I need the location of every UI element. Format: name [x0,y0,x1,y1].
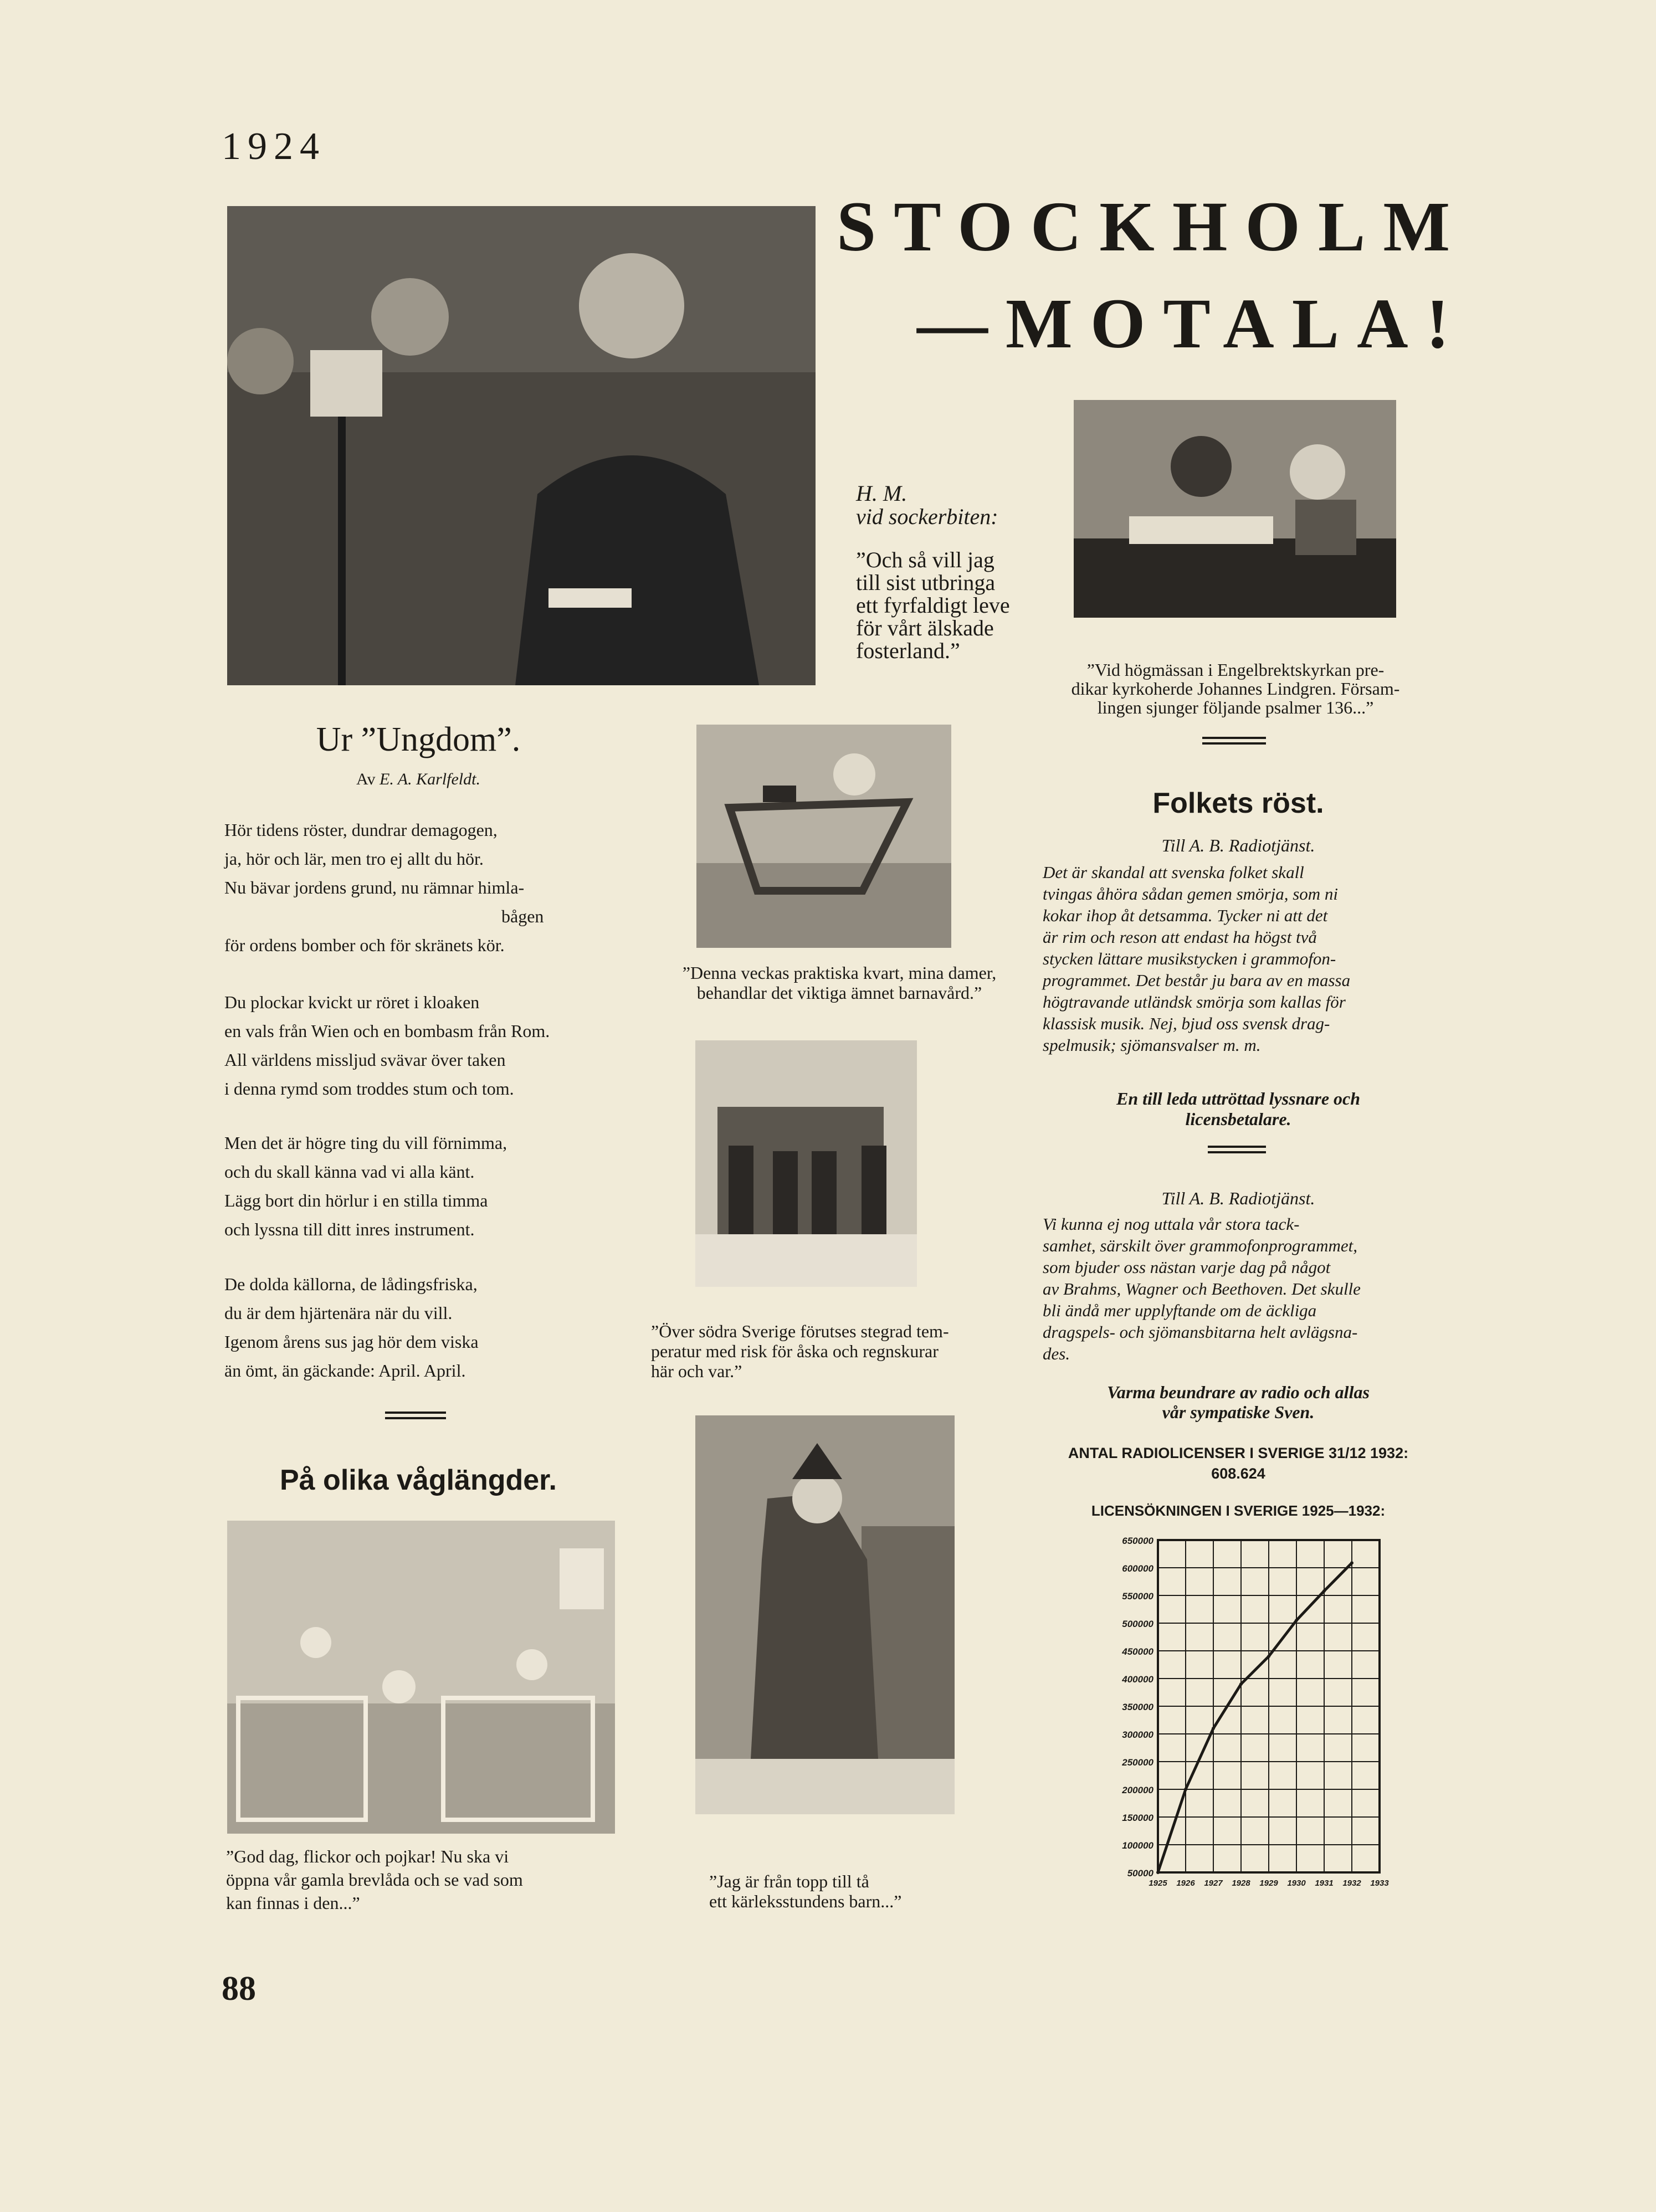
poem-line: i denna rymd som troddes stum och tom. [224,1079,514,1099]
poem-byline-prefix: Av [356,770,376,788]
poem-line: du är dem hjärtenära när du vill. [224,1303,453,1323]
x-tick-label: 1932 [1342,1879,1361,1888]
gramophone-photo-illustration [1074,400,1396,618]
letter2-line: bli ändå mer upplyftande om de äckliga [1043,1301,1317,1320]
baby-caption-line: behandlar det viktiga ämnet barnavård.” [696,983,982,1003]
y-tick-label: 150000 [1122,1813,1153,1823]
page-number: 88 [222,1970,256,2008]
sami-photo-illustration [695,1415,955,1814]
king-quote-line: för vårt älskade [856,615,994,640]
poem-line: Lägg bort din hörlur i en stilla timma [224,1190,488,1210]
sami-caption-line: ett kärleksstundens barn...” [709,1891,902,1911]
poem-title: Ur ”Ungdom”. [316,721,521,758]
baby-photo [696,725,951,948]
baby-caption [651,963,1028,1003]
poem-line: Nu bävar jordens grund, nu rämnar himla- [224,877,525,897]
y-tick-label: 250000 [1122,1757,1153,1768]
letter1-line: högtravande utländsk smörja som kallas för [1043,992,1346,1012]
wavelengths-title: På olika våglängder. [280,1464,557,1496]
letter2-sign-line: Varma beundrare av radio och allas [1107,1382,1370,1402]
year-header: 1924 [222,125,326,168]
poem-line: och du skall känna vad vi alla känt. [224,1162,475,1182]
poem-stanza-3 [224,1128,507,1244]
poem-line: De dolda källorna, de lådingsfriska, [224,1274,478,1294]
letter2-line: samhet, särskilt över grammofonprogrammet, [1043,1236,1358,1255]
y-tick-label: 650000 [1122,1536,1153,1546]
letter1-line: programmet. Det består ju bara av en massa [1043,971,1351,990]
headline-line-2: —MOTALA! [917,284,1468,363]
x-tick-label: 1926 [1176,1879,1195,1888]
letter1-line: klassisk musik. Nej, bjud oss svensk drag- [1043,1014,1330,1033]
x-tick-label: 1927 [1204,1879,1223,1888]
letter1-line: Det är skandal att svenska folket skall [1043,863,1304,882]
poem-line: och lyssna till ditt inres instrument. [224,1219,475,1239]
letter2-line: Vi kunna ej nog uttala vår stora tack- [1043,1214,1300,1234]
poem-line: Hör tidens röster, dundrar demagogen, [224,820,498,840]
king-speech-photo [227,206,816,685]
poem-byline [227,770,609,789]
letter1-sign-line: En till leda uttröttad lyssnare och [1116,1089,1361,1108]
letter2-line: av Brahms, Wagner och Beethoven. Det skulle [1043,1279,1361,1299]
children-photo-illustration [227,1521,615,1834]
y-tick-label: 400000 [1122,1674,1153,1685]
poem-stanza-4 [224,1270,479,1385]
letter2-body [1043,1213,1361,1364]
church-caption [1039,660,1432,717]
y-tick-label: 100000 [1122,1840,1153,1851]
y-tick-label: 600000 [1122,1563,1153,1574]
church-caption-line: dikar kyrkoherde Johannes Lindgren. Försam- [1071,679,1400,699]
poem-line: All världens missljud svävar över taken [224,1050,506,1070]
baby-photo-illustration [696,725,951,948]
poem-line: ja, hör och lär, men tro ej allt du hör. [224,849,484,869]
letter2-line: des. [1043,1344,1070,1363]
divider-rule [1208,1146,1266,1148]
y-tick-label: 300000 [1122,1729,1153,1740]
y-tick-label: 500000 [1122,1619,1153,1629]
licenses-heading-line: 608.624 [1211,1465,1265,1482]
king-quote-line: ”Och så vill jag [856,547,994,572]
divider-rule [1202,737,1266,739]
king-quote-line: ett fyrfaldigt leve [856,593,1010,618]
divider-rule [385,1412,446,1414]
y-tick-label: 550000 [1122,1591,1153,1602]
king-photo-illustration [227,206,816,685]
license-growth-chart [1069,1529,1424,1895]
letter2-line: dragspels- och sjömansbitarna helt avlägsna- [1043,1322,1358,1342]
series-line [1158,1563,1352,1872]
data-point [1295,1619,1298,1622]
king-quote-line: till sist utbringa [856,570,996,595]
baby-caption-line: ”Denna veckas praktiska kvart, mina damer, [682,963,997,983]
poem-line: bågen [501,906,544,926]
divider-rule [1208,1151,1266,1153]
group-caption [651,1321,1028,1381]
king-quote [856,548,1010,662]
data-point [1156,1871,1160,1874]
letter1-line: spelmusik; sjömansvalser m. m. [1043,1035,1261,1055]
folkets-title: Folkets röst. [1152,787,1324,819]
king-caption-sub: vid sockerbiten: [856,504,998,529]
poem-line: en vals från Wien och en bombasm från Rom. [224,1021,550,1041]
letter1-line: är rim och reson att endast ha högst två [1043,927,1317,947]
church-caption-line: lingen sjunger följande psalmer 136...” [1097,697,1374,717]
poem-line: Igenom årens sus jag hör dem viska [224,1332,479,1352]
sami-caption [709,1871,901,1911]
licenses-heading-line: ANTAL RADIOLICENSER I SVERIGE 31/12 1932: [1068,1445,1409,1461]
y-tick-label: 200000 [1122,1785,1153,1795]
chart-title: LICENSÖKNINGEN I SVERIGE 1925—1932: [1091,1502,1386,1519]
poem-line: Du plockar kvickt ur röret i kloaken [224,992,480,1012]
y-tick-label: 350000 [1122,1702,1153,1712]
letter1-line: tvingas åhöra sådan gemen smörja, som ni [1043,884,1339,904]
x-tick-label: 1933 [1370,1879,1389,1888]
data-point [1212,1727,1215,1730]
children-ward-photo [227,1521,615,1834]
poem-line: Men det är högre ting du vill förnimma, [224,1133,507,1153]
letter1-signature [1042,1089,1435,1130]
data-point [1184,1788,1187,1791]
group-photo-illustration [695,1040,917,1287]
poem-line: för ordens bomber och för skränets kör. [224,935,505,955]
letter2-signature [1042,1382,1435,1422]
poem-line: än ömt, än gäckande: April. April. [224,1361,466,1380]
wavelengths-caption-line: ”God dag, flickor och pojkar! Nu ska vi [226,1846,509,1866]
church-caption-line: ”Vid högmässan i Engelbrektskyrkan pre- [1086,660,1385,680]
king-quote-line: fosterland.” [856,638,960,663]
letter2-to: Till A. B. Radiotjänst. [1161,1188,1315,1208]
x-tick-label: 1929 [1259,1879,1278,1888]
y-tick-label: 50000 [1127,1868,1153,1879]
x-tick-label: 1925 [1149,1879,1167,1888]
poem-stanza-1 [224,815,544,959]
wavelengths-caption-line: kan finnas i den...” [226,1893,360,1913]
letter2-line: som bjuder oss nästan varje dag på något [1043,1258,1331,1277]
letter1-body [1043,861,1350,1056]
wavelengths-caption [226,1845,523,1915]
wavelengths-caption-line: öppna vår gamla brevlåda och se vad som [226,1870,523,1890]
data-point [1239,1682,1243,1686]
data-point [1322,1589,1326,1593]
group-caption-line: peratur med risk för åska och regnskurar [651,1341,939,1361]
poem-stanza-2 [224,988,550,1103]
y-tick-label: 450000 [1122,1646,1153,1657]
data-point [1267,1655,1270,1658]
poem-author: E. A. Karlfeldt. [380,770,480,788]
licenses-heading [1036,1443,1440,1484]
divider-rule [385,1417,446,1419]
data-point [1350,1561,1353,1564]
king-caption-name: H. M. [856,481,908,506]
letter1-to: Till A. B. Radiotjänst. [1161,835,1315,855]
letter1-sign-line: licensbetalare. [1185,1109,1291,1129]
sami-caption-line: ”Jag är från topp till tå [709,1871,869,1891]
headline-line-1: STOCKHOLM [837,187,1468,266]
sami-child-photo [695,1415,955,1814]
x-tick-label: 1931 [1315,1879,1334,1888]
group-caption-line: här och var.” [651,1361,742,1381]
letter2-sign-line: vår sympatiske Sven. [1162,1402,1315,1422]
group-winter-photo [695,1040,917,1287]
x-tick-label: 1930 [1287,1879,1306,1888]
x-tick-label: 1928 [1232,1879,1250,1888]
divider-rule [1202,742,1266,745]
church-photo [1074,400,1396,618]
letter1-line: kokar ihop åt detsamma. Tycker ni att det [1043,906,1328,925]
group-caption-line: ”Över södra Sverige förutses stegrad tem- [651,1321,949,1341]
letter1-line: stycken lättare musikstycken i grammofon- [1043,949,1336,968]
